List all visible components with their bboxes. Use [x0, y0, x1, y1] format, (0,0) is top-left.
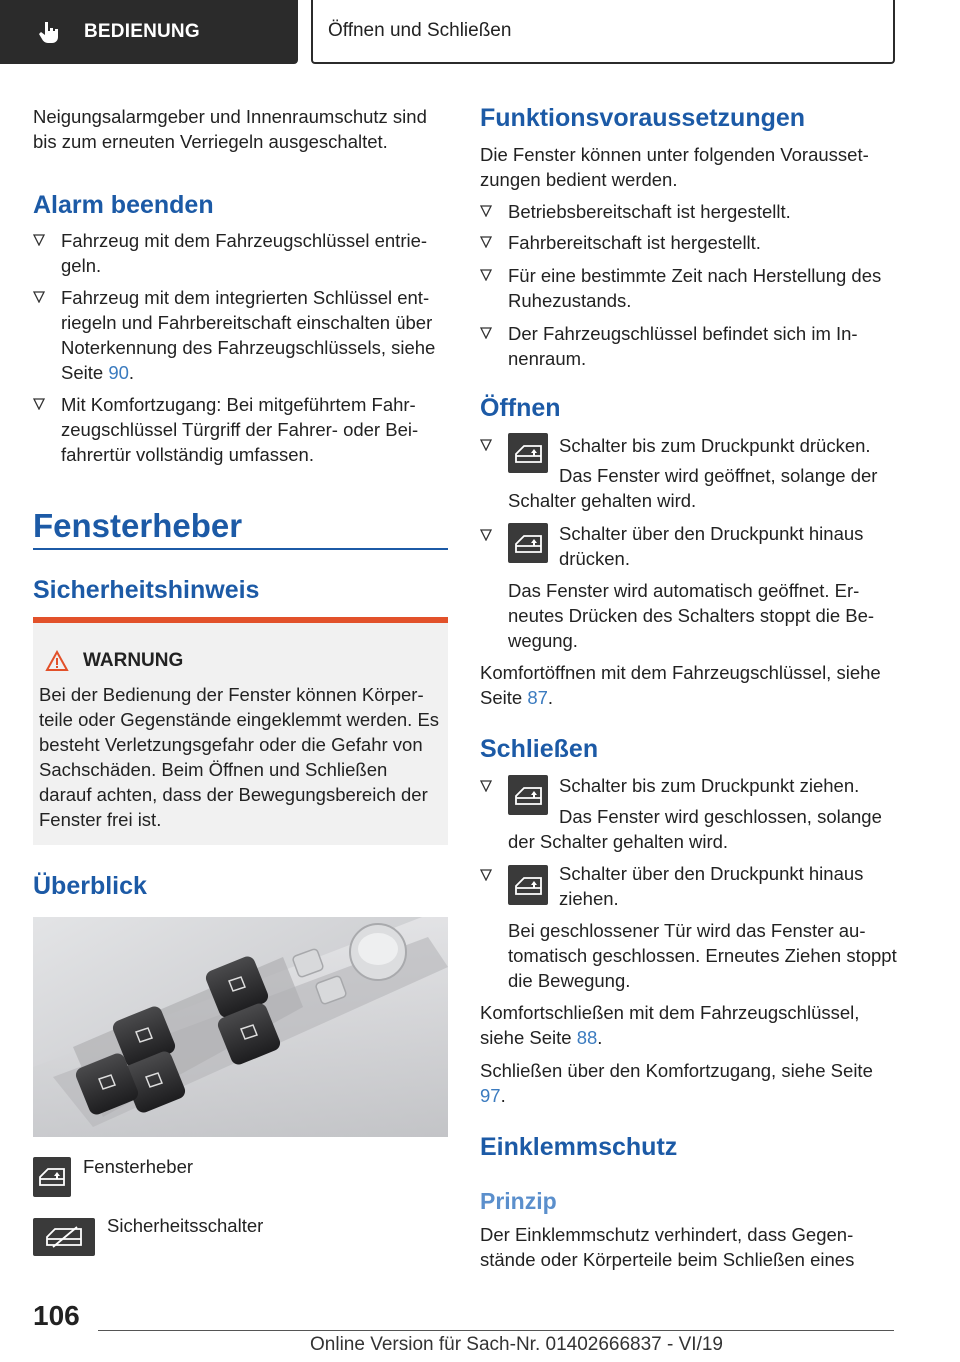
window-switch-photo — [33, 917, 448, 1137]
close-step-1: Schalter bis zum Druckpunkt ziehen. — [559, 775, 860, 796]
warning-text: Bei der Bedienung der Fenster können Körper-teile oder Gegenstände eingeklemmt werden. Es besteht Verletzungsgefahr oder die Gefahr von Sachschäden. Beim Öffnen und Schließen darauf achten, dass der Bewegungsbereich der Fenster frei ist. — [39, 684, 440, 830]
open-comfort-text: Komfortöffnen mit dem Fahrzeugschlüssel, siehe Seite 87. — [480, 662, 881, 708]
close-access-text: Schließen über den Komfortzugang, siehe Seite 97. — [480, 1060, 873, 1106]
legend-label-1: Fensterheber — [83, 1156, 194, 1177]
page-header — [0, 0, 960, 66]
list-item: Der Fahrzeugschlüssel befindet sich im In-nenraum. — [480, 321, 898, 371]
triangle-bullet-icon — [480, 529, 492, 541]
page-link-97[interactable]: 97 — [480, 1085, 501, 1106]
alarm-heading: Alarm beenden — [33, 191, 214, 219]
principle-heading: Prinzip — [480, 1188, 557, 1214]
open-step-1-detail: Das Fenster wird geöffnet, solange der Schalter gehalten wird. — [508, 465, 878, 511]
safety-switch-legend-icon — [33, 1218, 95, 1256]
window-switch-icon — [508, 865, 548, 905]
list-item: Fahrzeug mit dem Fahrzeugschlüssel entrie-geln. — [33, 228, 448, 278]
window-switch-button — [508, 523, 548, 563]
door-panel-image — [33, 917, 448, 1137]
window-switch-icon — [33, 1157, 71, 1197]
triangle-bullet-icon — [480, 439, 492, 451]
triangle-bullet-icon — [480, 205, 492, 217]
page-link-87[interactable]: 87 — [527, 687, 548, 708]
open-step-2: Schalter über den Druckpunkt hinaus drücken. — [559, 523, 864, 569]
pinch-heading: Einklemmschutz — [480, 1133, 678, 1161]
section-label: BEDIENUNG — [84, 21, 200, 42]
triangle-bullet-icon — [480, 327, 492, 339]
heading-divider — [33, 548, 448, 550]
func-intro: Die Fenster können unter folgenden Vorausset-zungen bedient werden. — [480, 144, 869, 190]
footer-online-version[interactable]: Online Version für Sach-Nr. 01402666837 - VI/19 — [310, 1334, 723, 1355]
list-item: Für eine bestimmte Zeit nach Herstellung des Ruhezustands. — [480, 263, 898, 313]
close-comfort-text: Komfortschließen mit dem Fahrzeugschlüssel, siehe Seite 88. — [480, 1002, 860, 1048]
triangle-bullet-icon — [33, 291, 45, 303]
list-item: Betriebsbereitschaft ist hergestellt. — [480, 199, 898, 224]
chapter-tab[interactable] — [311, 0, 895, 64]
warning-triangle-icon — [45, 650, 69, 672]
close-step-2-detail: Bei geschlossener Tür wird das Fenster au-tomatisch geschlossen. Erneutes Ziehen stoppt die Bewegung. — [508, 920, 897, 991]
principle-text: Der Einklemmschutz verhindert, dass Gegen-stände oder Körperteile beim Schließen eines — [480, 1224, 855, 1270]
warning-box — [33, 617, 448, 845]
chapter-title: Öffnen und Schließen — [328, 20, 512, 41]
window-switch-button — [508, 865, 548, 905]
list-item: Fahrzeug mit dem integrierten Schlüssel ent-riegeln und Fahrbereitschaft einschalten über Noterkennung des Fahrzeugschlüssels, siehe Seite 90. — [33, 285, 448, 385]
close-heading: Schließen — [480, 735, 599, 763]
list-item: Mit Komfortzugang: Bei mitgeführtem Fahr-zeugschlüssel Türgriff der Fahrer- oder Bei-fahrertür vollständig umfassen. — [33, 392, 448, 467]
close-step-1-detail: Das Fenster wird geschlossen, solange der Schalter gehalten wird. — [508, 806, 882, 852]
open-step-1: Schalter bis zum Druckpunkt drücken. — [559, 435, 871, 456]
triangle-bullet-icon — [480, 236, 492, 248]
window-switch-icon — [508, 523, 548, 563]
page-link-88[interactable]: 88 — [576, 1027, 598, 1048]
overview-heading: Überblick — [33, 872, 147, 900]
page-number: 106 — [33, 1300, 80, 1331]
main-heading: Fensterheber — [33, 507, 243, 544]
triangle-bullet-icon — [33, 234, 45, 246]
func-heading: Funktionsvoraussetzungen — [480, 104, 806, 132]
triangle-bullet-icon — [33, 398, 45, 410]
footer-divider — [98, 1330, 894, 1331]
safety-heading: Sicherheitshinweis — [33, 576, 260, 604]
safety-switch-icon — [33, 1218, 95, 1256]
hand-pointer-icon — [36, 19, 62, 45]
open-heading: Öffnen — [480, 394, 561, 422]
section-tab[interactable] — [0, 0, 298, 64]
triangle-bullet-icon — [480, 780, 492, 792]
triangle-bullet-icon — [480, 269, 492, 281]
close-step-2: Schalter über den Druckpunkt hinaus ziehen. — [559, 863, 864, 909]
page-link-90[interactable]: 90 — [108, 362, 129, 383]
window-lifter-legend-icon — [33, 1157, 71, 1197]
intro-text: Neigungsalarmgeber und Innenraumschutz sind bis zum erneuten Verriegeln ausgeschaltet. — [33, 106, 427, 152]
warning-title: WARNUNG — [45, 650, 183, 672]
triangle-bullet-icon — [480, 869, 492, 881]
list-item: Fahrbereitschaft ist hergestellt. — [480, 230, 898, 255]
open-step-2-detail: Das Fenster wird automatisch geöffnet. Er-neutes Drücken des Schalters stoppt die Be-wegung. — [508, 580, 875, 651]
legend-label-2: Sicherheitsschalter — [107, 1215, 264, 1236]
